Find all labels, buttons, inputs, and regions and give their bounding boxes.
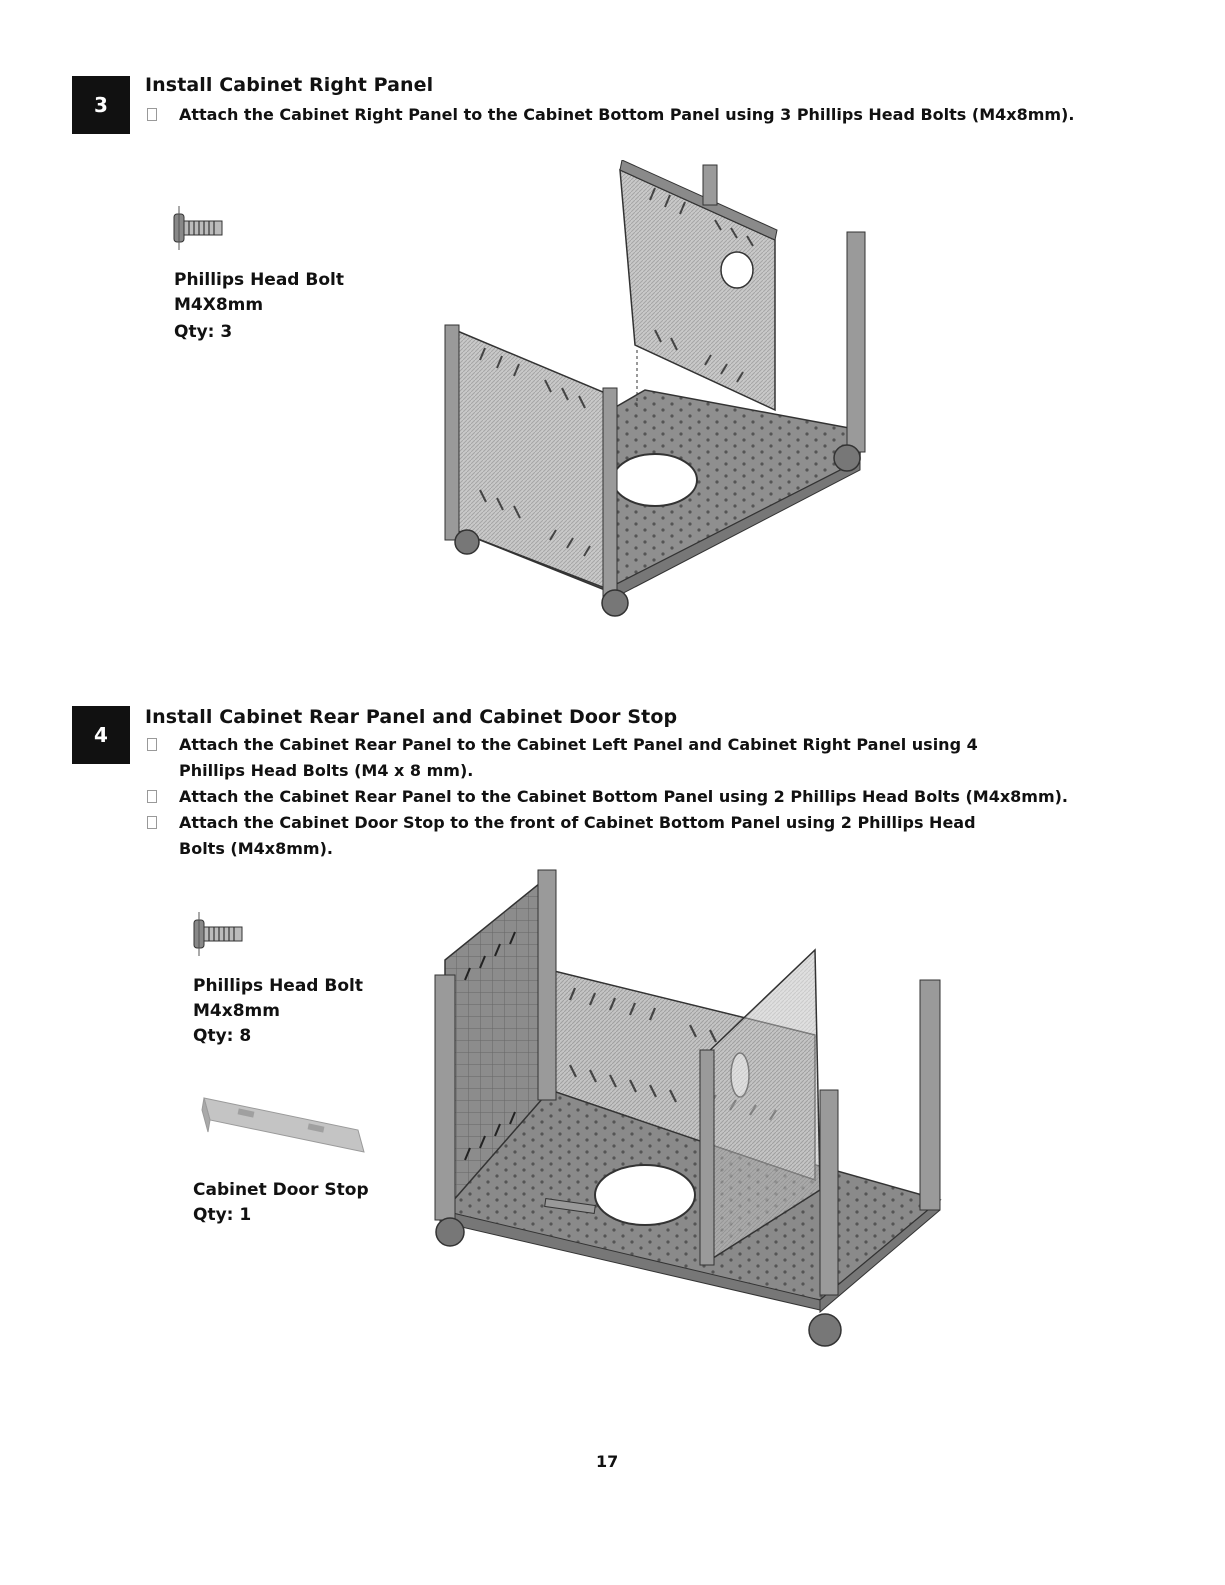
instruction-text: Attach the Cabinet Right Panel to the Cabinet Bottom Panel using 3 Phillips Head Bolts (M4x8mm). — [179, 105, 1075, 124]
step-4-part-door-stop — [193, 1178, 369, 1228]
part-qty: Qty: 8 — [193, 1026, 252, 1046]
door-stop-icon — [198, 1092, 368, 1164]
part-name: Phillips Head Bolt — [174, 270, 344, 290]
step-3-title: Install Cabinet Right Panel — [145, 74, 434, 96]
step-4-part-bolt — [193, 974, 363, 1049]
step-4-number: 4 — [94, 723, 108, 747]
part-qty: Qty: 1 — [193, 1205, 252, 1225]
page-number: 17 — [596, 1452, 619, 1471]
step-3-part-bolt — [174, 268, 344, 345]
instruction-text: Attach the Cabinet Rear Panel to the Cabinet Bottom Panel using 2 Phillips Head Bolts (M4x8mm). — [179, 787, 1069, 806]
phillips-bolt-icon — [190, 910, 246, 960]
checkbox-icon — [147, 816, 157, 829]
instruction-text: Attach the Cabinet Door Stop to the front of Cabinet Bottom Panel using 2 Phillips Head Bolts (M4x8mm). — [179, 813, 976, 858]
step-3-cabinet-illustration — [415, 160, 885, 625]
checkbox-icon — [147, 108, 157, 121]
checkbox-icon — [147, 790, 157, 803]
step-4-instruction-2 — [145, 784, 1099, 810]
instruction-text: Attach the Cabinet Rear Panel to the Cabinet Left Panel and Cabinet Right Panel using 4 Phillips Head Bolts (M4 x 8 mm). — [179, 735, 978, 780]
checkbox-icon — [147, 738, 157, 751]
step-4-cabinet-illustration — [420, 860, 960, 1360]
step-4-instruction-3 — [145, 810, 1045, 862]
part-size: M4x8mm — [193, 1001, 280, 1021]
step-4-badge — [72, 706, 130, 764]
part-name: Phillips Head Bolt — [193, 976, 363, 996]
step-3-instructions — [145, 102, 1105, 128]
step-4-instruction-1 — [145, 732, 1045, 784]
part-qty: Qty: 3 — [174, 322, 233, 342]
step-4-title: Install Cabinet Rear Panel and Cabinet Door Stop — [145, 706, 678, 728]
step-3-instruction-1 — [145, 102, 1105, 128]
step-3-number: 3 — [94, 93, 108, 117]
part-name: Cabinet Door Stop — [193, 1180, 369, 1200]
part-size: M4X8mm — [174, 295, 264, 315]
step-3-badge — [72, 76, 130, 134]
phillips-bolt-icon — [170, 204, 226, 254]
step-4-instructions — [145, 732, 1069, 862]
